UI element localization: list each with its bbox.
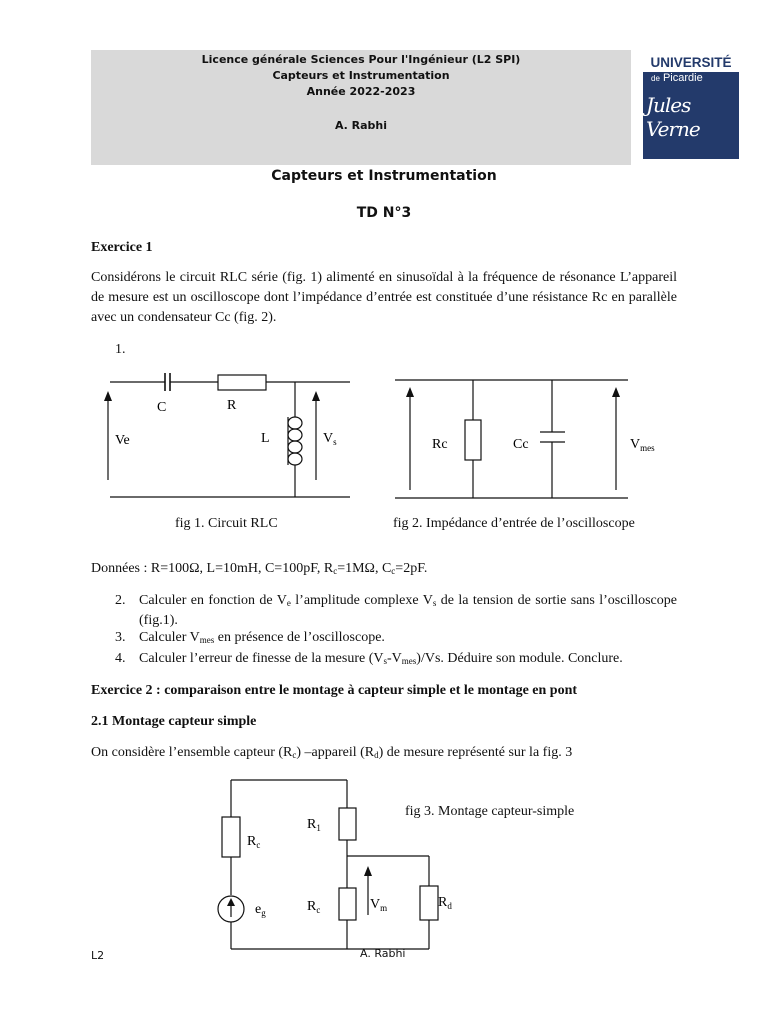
label-L: L [261,431,270,446]
exercise-1-heading: Exercice 1 [91,240,153,255]
figure-3-caption: fig 3. Montage capteur-simple [405,804,575,819]
label-Cc: Cc [513,437,529,452]
figure-1-rlc-circuit [100,365,360,505]
resistor-Rc-mid [339,888,356,920]
figure-2-oscilloscope-impedance [390,370,680,505]
label-Rc-left: $R_c$ [247,834,261,850]
label-Ve: Ve [115,433,130,448]
label-C: C [157,400,167,415]
header-box [91,50,631,165]
resistor-R [218,375,266,390]
resistor-R1 [339,808,356,840]
footer-left: L2 [91,949,105,962]
label-Vm: $V_m$ [370,897,388,913]
label-Vs: $V_s$ [323,431,337,447]
question-2-number: 2. [115,593,126,608]
label-Rc-mid: $R_c$ [307,899,321,915]
figure-1-caption: fig 1. Circuit RLC [175,516,278,531]
logo-signature: Jules Verne [646,93,700,141]
resistor-Rc-left [222,817,240,857]
header-line-2: Capteurs et Instrumentation [272,69,450,82]
question-2-text: Calculer en fonction de $V_e$ l’amplitude complexe $V_s$ de la tension de sortie sans l’oscilloscope (fig.1). [139,593,677,628]
label-Vmes: $V_{mes}$ [630,437,655,453]
label-Rc: Rc [432,437,448,452]
header-line-3: Année 2022-2023 [306,85,416,98]
exercise-1-intro: Considérons le circuit RLC série (fig. 1) alimenté en sinusoïdal à la fréquence de résonance L’appareil de mesure est un oscilloscope dont l’impédance d’entrée est constituée d’une résistance Rc en parallèle avec un condensateur Cc (fig. 2). [91,270,677,325]
exercise-2-heading: Exercice 2 : comparaison entre le montage à capteur simple et le montage en pont [91,683,578,698]
resistor-Rc [465,420,481,460]
donnees-line: Données : R=100Ω, L=10mH, C=100pF, $R_c=1M\Omega$, $C_c=2pF$. [91,561,428,576]
logo-picardie [651,72,703,84]
logo-university: UNIVERSITÉ [643,55,739,72]
label-Rd: $R_d$ [438,895,452,911]
question-4-number: 4. [115,651,126,666]
label-R1: $R_1$ [307,817,321,833]
resistor-Rd [420,886,438,920]
logo-de: de [651,74,660,83]
footer-author: A. Rabhi [360,947,406,960]
figure-2-caption: fig 2. Impédance d’entrée de l’oscilloscope [393,516,635,531]
header-line-1: Licence générale Sciences Pour l'Ingénieur (L2 SPI) [201,53,521,66]
question-4-text: Calculer l’erreur de finesse de la mesure $(V_s-V_{mes})/Vs$. Déduire son module. Conclure. [139,651,623,666]
header-author: A. Rabhi [334,119,388,132]
university-logo [643,55,739,159]
label-R: R [227,398,237,413]
td-number: TD N°3 [356,205,412,221]
exercise-2-intro: On considère l’ensemble capteur $(R_c)$ –appareil $(R_d)$ de mesure représenté sur la fig. 3 [91,745,573,760]
exercise-2-subheading: 2.1 Montage capteur simple [91,714,257,729]
question-3-text: Calculer $V_{mes}$ en présence de l’oscilloscope. [139,630,385,645]
document-title: Capteurs et Instrumentation [271,168,497,184]
inductor-L [288,417,302,465]
question-3-number: 3. [115,630,126,645]
question-1-number: 1. [115,342,126,357]
logo-picardie-text: Picardie [662,72,703,84]
label-eg: $e_g$ [255,902,266,918]
